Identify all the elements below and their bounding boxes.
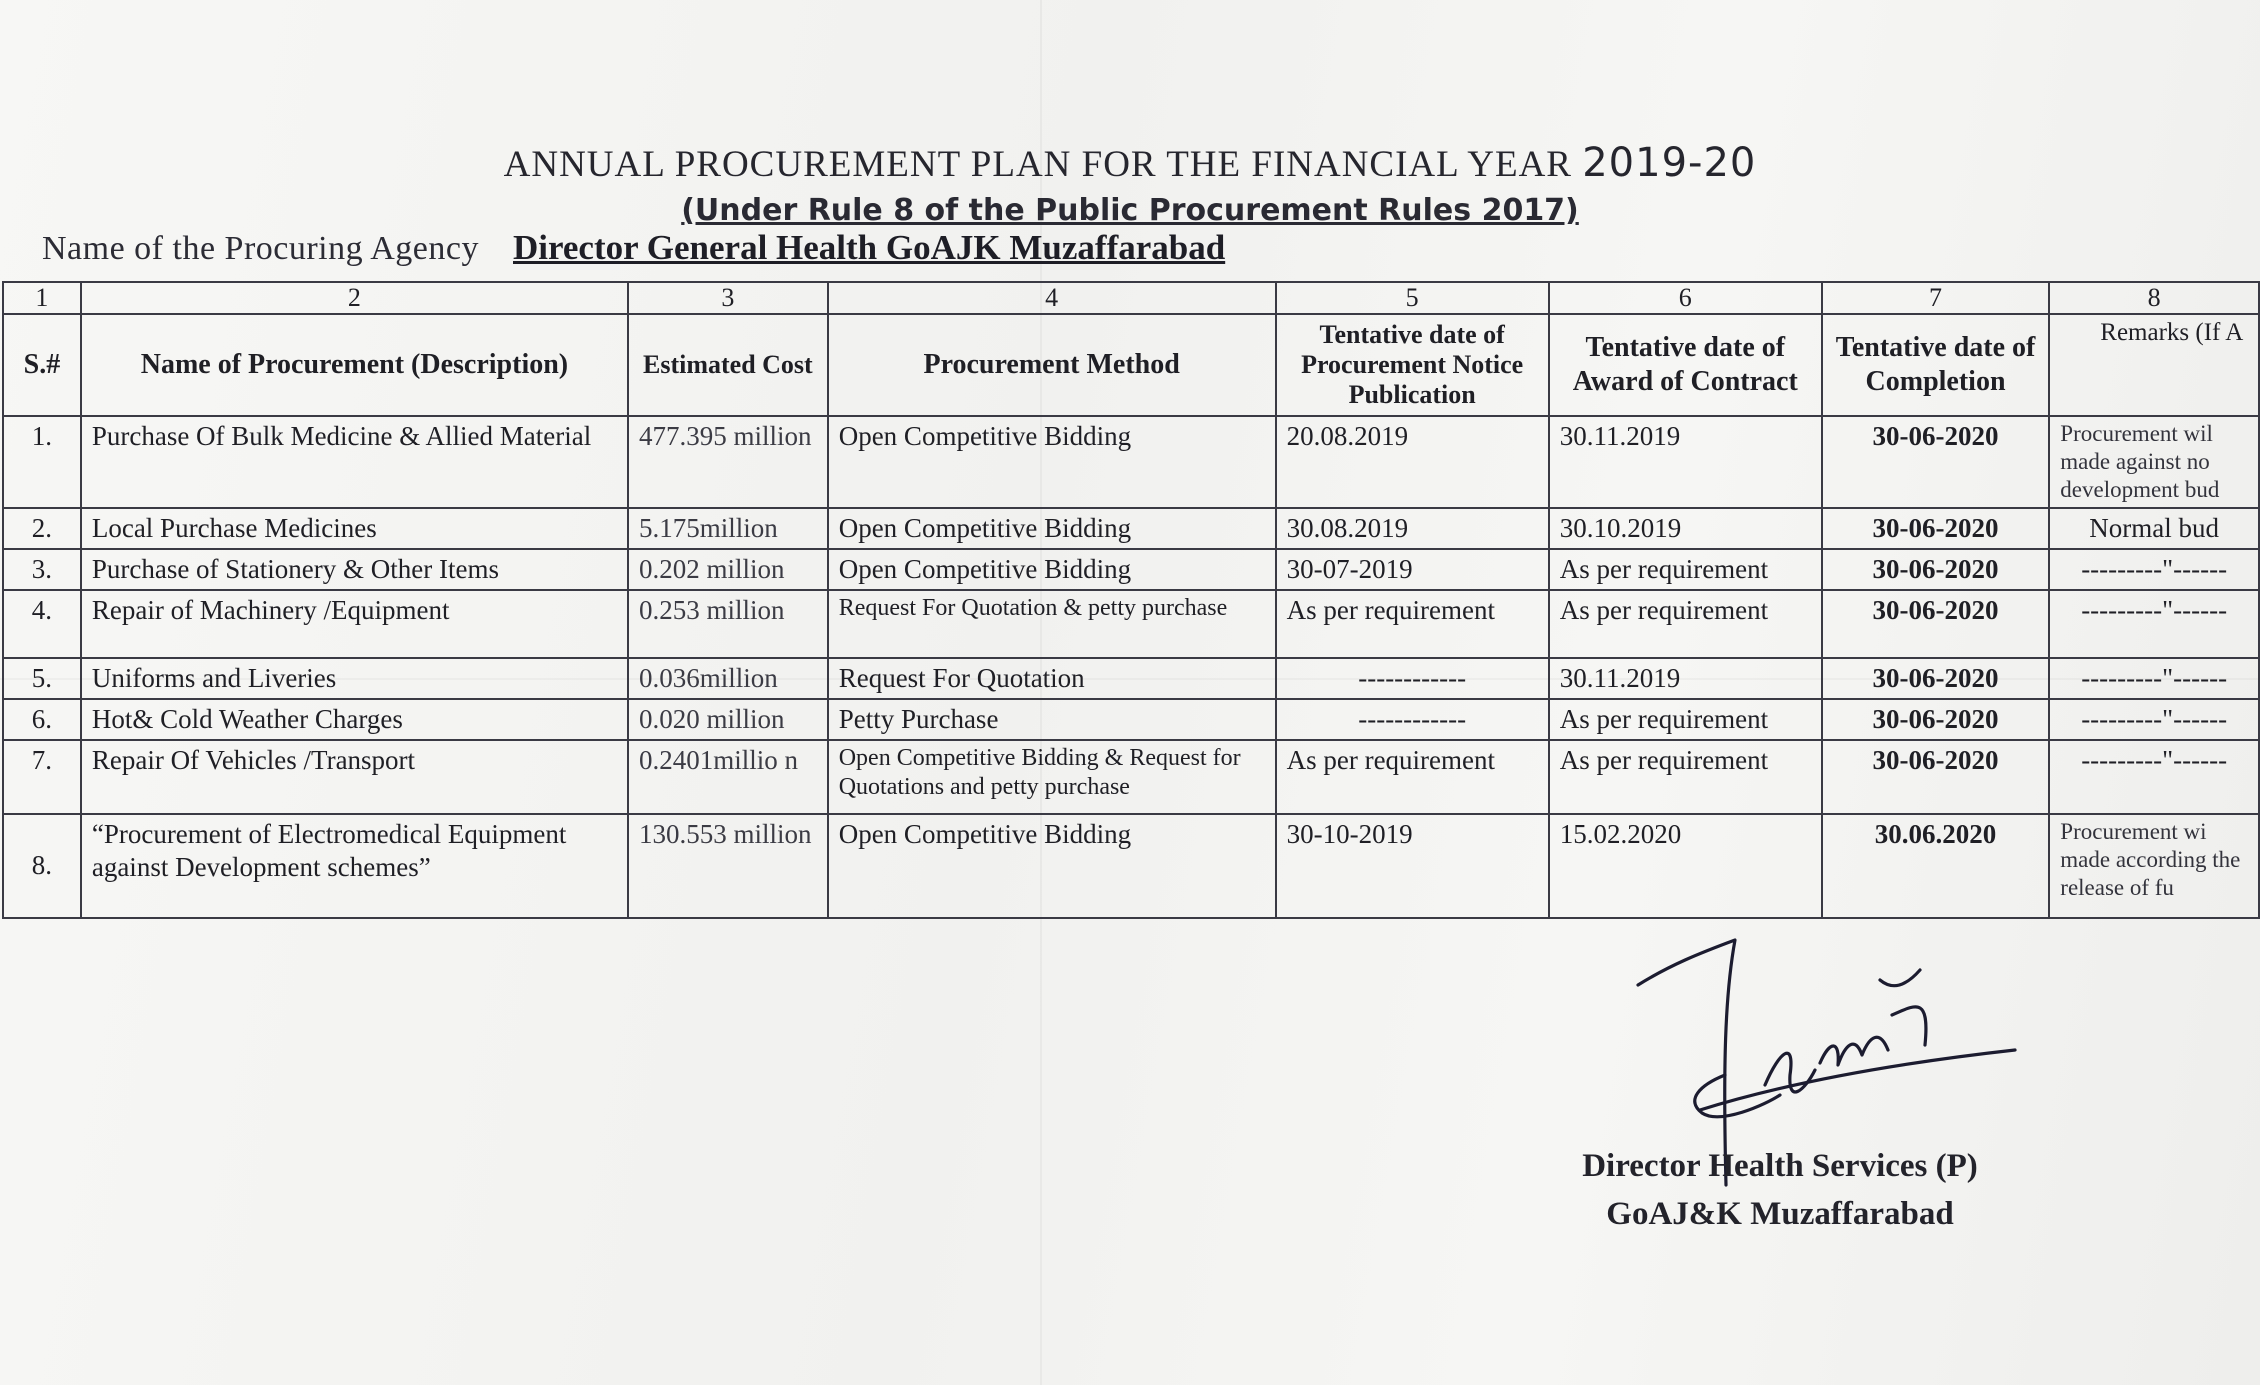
signature-stroke	[1700, 1050, 2015, 1110]
table-row	[3, 549, 2259, 590]
signature-stroke	[1892, 1007, 1926, 1045]
row-name: Purchase of Stationery & Other Items	[81, 549, 628, 590]
row-sn: 2.	[3, 508, 81, 549]
column-number: 1	[3, 282, 81, 314]
row-method: Open Competitive Bidding	[828, 814, 1276, 918]
row-notice-date: 30.08.2019	[1276, 508, 1549, 549]
row-name: Repair Of Vehicles /Transport	[81, 740, 628, 814]
document-subtitle: (Under Rule 8 of the Public Procurement Rules 2017)	[681, 193, 1579, 228]
row-method: Open Competitive Bidding	[828, 416, 1276, 508]
header-method: Procurement Method	[828, 314, 1276, 416]
row-name: Local Purchase Medicines	[81, 508, 628, 549]
row-cost: 5.175million	[628, 508, 828, 549]
row-completion-date: 30-06-2020	[1822, 549, 2049, 590]
agency-row	[42, 228, 1225, 268]
row-notice-date: As per requirement	[1276, 740, 1549, 814]
row-completion-date: 30.06.2020	[1822, 814, 2049, 918]
row-award-date: 30.11.2019	[1549, 416, 1822, 508]
row-cost: 0.202 million	[628, 549, 828, 590]
column-number: 2	[81, 282, 628, 314]
procurement-table	[2, 281, 2260, 919]
row-remarks: Procurement wi made according the release of fu	[2049, 814, 2259, 918]
table-row	[3, 658, 2259, 699]
header-award-date: Tentative date of Award of Contract	[1549, 314, 1822, 416]
row-cost: 0.036million	[628, 658, 828, 699]
agency-label: Name of the Procuring Agency	[42, 230, 479, 267]
table-row	[3, 814, 2259, 918]
row-remarks: ---------"------	[2049, 740, 2259, 814]
row-name: Uniforms and Liveries	[81, 658, 628, 699]
row-award-date: 30.10.2019	[1549, 508, 1822, 549]
header-sn: S.#	[3, 314, 81, 416]
row-completion-date: 30-06-2020	[1822, 658, 2049, 699]
signature-block	[1555, 1142, 2005, 1238]
row-completion-date: 30-06-2020	[1822, 590, 2049, 658]
document-title	[0, 140, 2260, 186]
row-name: Repair of Machinery /Equipment	[81, 590, 628, 658]
row-sn: 5.	[3, 658, 81, 699]
column-number-row	[3, 282, 2259, 314]
column-number: 3	[628, 282, 828, 314]
row-completion-date: 30-06-2020	[1822, 740, 2049, 814]
table-row	[3, 699, 2259, 740]
row-sn: 1.	[3, 416, 81, 508]
column-number: 5	[1276, 282, 1549, 314]
header-remarks: Remarks (If A	[2049, 314, 2259, 416]
table-row	[3, 590, 2259, 658]
row-notice-date: 20.08.2019	[1276, 416, 1549, 508]
header-completion-date: Tentative date of Completion	[1822, 314, 2049, 416]
row-remarks: ---------"------	[2049, 590, 2259, 658]
document-title-year: 2019-20	[1582, 140, 1757, 186]
row-method: Request For Quotation	[828, 658, 1276, 699]
column-number: 6	[1549, 282, 1822, 314]
row-name: “Procurement of Electromedical Equipment against Development schemes”	[81, 814, 628, 918]
signature-stroke	[1880, 970, 1920, 986]
row-remarks: ---------"------	[2049, 658, 2259, 699]
row-completion-date: 30-06-2020	[1822, 508, 2049, 549]
row-remarks: ---------"------	[2049, 549, 2259, 590]
row-notice-date: 30-10-2019	[1276, 814, 1549, 918]
column-number: 7	[1822, 282, 2049, 314]
row-cost: 0.2401millio n	[628, 740, 828, 814]
row-completion-date: 30-06-2020	[1822, 699, 2049, 740]
row-award-date: As per requirement	[1549, 549, 1822, 590]
row-method: Petty Purchase	[828, 699, 1276, 740]
signatory-office: GoAJ&K Muzaffarabad	[1606, 1196, 1954, 1232]
row-cost: 0.020 million	[628, 699, 828, 740]
row-remarks: Normal bud	[2049, 508, 2259, 549]
row-award-date: 30.11.2019	[1549, 658, 1822, 699]
row-sn: 4.	[3, 590, 81, 658]
row-cost: 477.395 million	[628, 416, 828, 508]
signatory-designation: Director Health Services (P)	[1582, 1148, 1978, 1184]
signature-stroke	[1765, 1053, 1815, 1092]
row-notice-date: As per requirement	[1276, 590, 1549, 658]
row-award-date: As per requirement	[1549, 699, 1822, 740]
row-method: Open Competitive Bidding	[828, 549, 1276, 590]
row-remarks: Procurement wil made against no development bud	[2049, 416, 2259, 508]
table-row	[3, 416, 2259, 508]
header-notice-date: Tentative date of Procurement Notice Publication	[1276, 314, 1549, 416]
row-method: Open Competitive Bidding	[828, 508, 1276, 549]
column-number: 8	[2049, 282, 2259, 314]
row-notice-date: ------------	[1276, 658, 1549, 699]
row-notice-date: 30-07-2019	[1276, 549, 1549, 590]
row-sn: 3.	[3, 549, 81, 590]
row-method: Request For Quotation & petty purchase	[828, 590, 1276, 658]
column-number: 4	[828, 282, 1276, 314]
row-award-date: 15.02.2020	[1549, 814, 1822, 918]
row-sn: 6.	[3, 699, 81, 740]
header-cost: Estimated Cost	[628, 314, 828, 416]
row-cost: 130.553 million	[628, 814, 828, 918]
row-remarks: ---------"------	[2049, 699, 2259, 740]
row-award-date: As per requirement	[1549, 590, 1822, 658]
header-name: Name of Procurement (Description)	[81, 314, 628, 416]
table-row	[3, 508, 2259, 549]
signature-stroke	[1820, 1037, 1888, 1065]
row-method: Open Competitive Bidding & Request for Quotations and petty purchase	[828, 740, 1276, 814]
row-completion-date: 30-06-2020	[1822, 416, 2049, 508]
agency-name: Director General Health GoAJK Muzaffarabad	[513, 228, 1226, 267]
row-name: Purchase Of Bulk Medicine & Allied Material	[81, 416, 628, 508]
table-header-row	[3, 314, 2259, 416]
row-notice-date: ------------	[1276, 699, 1549, 740]
row-cost: 0.253 million	[628, 590, 828, 658]
row-award-date: As per requirement	[1549, 740, 1822, 814]
row-sn: 8.	[3, 814, 81, 918]
table-row	[3, 740, 2259, 814]
row-sn: 7.	[3, 740, 81, 814]
row-name: Hot& Cold Weather Charges	[81, 699, 628, 740]
document-title-main: ANNUAL PROCUREMENT PLAN FOR THE FINANCIAL YEAR	[503, 144, 1572, 185]
